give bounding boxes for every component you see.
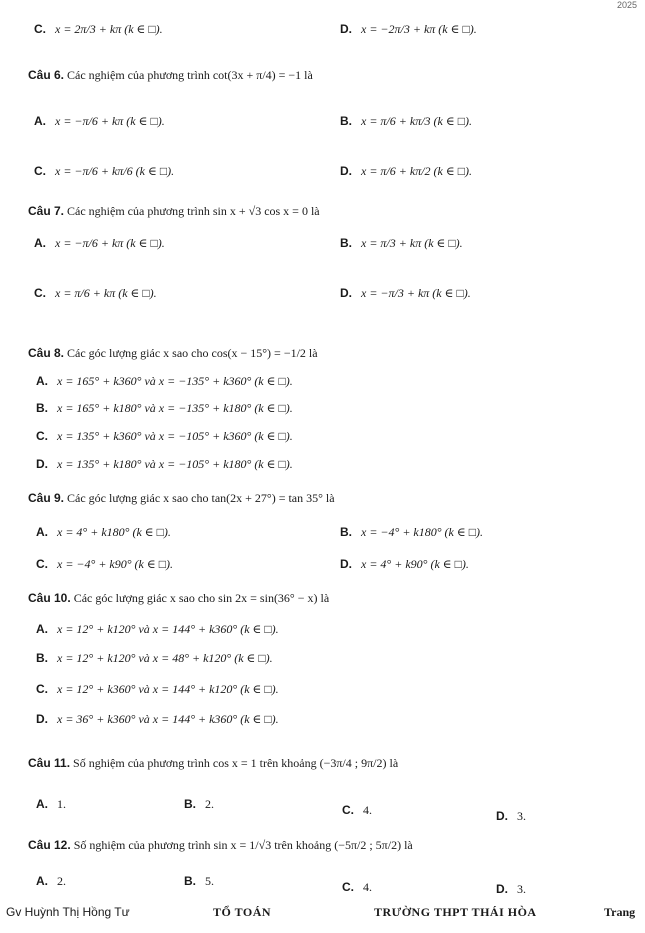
q11-label: Câu 11.	[28, 756, 71, 770]
option-label: B.	[184, 797, 196, 811]
q5-option-d[interactable]	[340, 22, 477, 37]
option-label: A.	[36, 622, 48, 636]
q10-option-b[interactable]	[36, 651, 273, 666]
option-label: D.	[340, 286, 352, 300]
option-label: B.	[36, 401, 48, 415]
option-label: D.	[496, 882, 508, 896]
footer-page: Trang	[604, 905, 636, 919]
q6-option-b-text: x = π/6 + kπ/3 (k ∈ □).	[361, 114, 472, 128]
q9-text: Các góc lượng giác x sao cho tan(2x + 27°) = tan 35° là	[67, 491, 335, 505]
option-label: A.	[34, 114, 46, 128]
footer-group: TỔ TOÁN	[213, 905, 272, 919]
option-label: D.	[496, 809, 508, 823]
q8-option-d-text: x = 135° + k180° và x = −105° + k180° (k ∈ □).	[57, 457, 293, 471]
q7-text: Các nghiệm của phương trình sin x + √3 cos x = 0 là	[67, 204, 320, 218]
q6-label: Câu 6.	[28, 68, 65, 82]
option-label: B.	[340, 114, 352, 128]
q9-label: Câu 9.	[28, 491, 65, 505]
option-label: A.	[36, 525, 48, 539]
q8-label: Câu 8.	[28, 346, 65, 360]
option-label: A.	[36, 797, 48, 811]
q11-option-d-text: 3.	[517, 809, 526, 823]
option-label: D.	[340, 22, 352, 36]
q10-stem	[28, 591, 329, 606]
q7-option-d[interactable]	[340, 286, 471, 301]
q12-stem	[28, 838, 413, 853]
q12-text: Số nghiệm của phương trình sin x = 1/√3 trên khoảng (−5π/2 ; 5π/2) là	[73, 838, 413, 852]
q11-option-c[interactable]	[342, 803, 372, 818]
q8-text: Các góc lượng giác x sao cho cos(x − 15°) = −1/2 là	[67, 346, 318, 360]
q6-option-a[interactable]	[34, 114, 165, 129]
q5-option-c-text: x = 2π/3 + kπ (k ∈ □).	[55, 22, 163, 36]
option-label: C.	[342, 803, 354, 817]
q7-option-c-text: x = π/6 + kπ (k ∈ □).	[55, 286, 157, 300]
q11-option-c-text: 4.	[363, 803, 372, 817]
q6-option-d-text: x = π/6 + kπ/2 (k ∈ □).	[361, 164, 472, 178]
q8-option-c[interactable]	[36, 429, 293, 444]
q9-option-b-text: x = −4° + k180° (k ∈ □).	[361, 525, 483, 539]
option-label: A.	[36, 874, 48, 888]
q10-label: Câu 10.	[28, 591, 71, 605]
q10-option-d-text: x = 36° + k360° và x = 144° + k360° (k ∈ □).	[57, 712, 279, 726]
q7-label: Câu 7.	[28, 204, 65, 218]
q6-option-d[interactable]	[340, 164, 472, 179]
q12-option-d-text: 3.	[517, 882, 526, 896]
q9-option-a-text: x = 4° + k180° (k ∈ □).	[57, 525, 171, 539]
option-label: A.	[36, 374, 48, 388]
q10-option-a-text: x = 12° + k120° và x = 144° + k360° (k ∈ □).	[57, 622, 279, 636]
q11-stem	[28, 756, 398, 771]
option-label: D.	[340, 164, 352, 178]
q6-option-b[interactable]	[340, 114, 472, 129]
q6-text: Các nghiệm của phương trình cot(3x + π/4) = −1 là	[67, 68, 313, 82]
q9-option-d[interactable]	[340, 557, 469, 572]
option-label: B.	[184, 874, 196, 888]
option-label: C.	[34, 286, 46, 300]
q8-stem	[28, 346, 318, 361]
q6-stem	[28, 68, 313, 83]
option-label: A.	[34, 236, 46, 250]
option-label: D.	[36, 712, 48, 726]
q12-option-a-text: 2.	[57, 874, 66, 888]
footer-school: TRƯỜNG THPT THÁI HÒA	[374, 905, 537, 919]
q7-option-a-text: x = −π/6 + kπ (k ∈ □).	[55, 236, 165, 250]
q12-option-a[interactable]	[36, 874, 66, 889]
q11-option-a-text: 1.	[57, 797, 66, 811]
q9-stem	[28, 491, 335, 506]
option-label: B.	[36, 651, 48, 665]
q7-stem	[28, 204, 320, 219]
option-label: C.	[36, 429, 48, 443]
q8-option-d[interactable]	[36, 457, 293, 472]
q5-option-d-text: x = −2π/3 + kπ (k ∈ □).	[361, 22, 477, 36]
q12-option-b[interactable]	[184, 874, 214, 889]
option-label: D.	[340, 557, 352, 571]
q7-option-d-text: x = −π/3 + kπ (k ∈ □).	[361, 286, 471, 300]
q8-option-b-text: x = 165° + k180° và x = −135° + k180° (k ∈ □).	[57, 401, 293, 415]
option-label: C.	[34, 22, 46, 36]
q10-option-c-text: x = 12° + k360° và x = 144° + k120° (k ∈ □).	[57, 682, 279, 696]
q11-text: Số nghiệm của phương trình cos x = 1 trên khoảng (−3π/4 ; 9π/2) là	[73, 756, 399, 770]
q12-option-d[interactable]	[496, 882, 526, 897]
q12-label: Câu 12.	[28, 838, 71, 852]
q7-option-a[interactable]	[34, 236, 165, 251]
q10-option-a[interactable]	[36, 622, 279, 637]
q11-option-d[interactable]	[496, 809, 526, 824]
q10-text: Các góc lượng giác x sao cho sin 2x = sin(36° − x) là	[73, 591, 330, 605]
q10-option-c[interactable]	[36, 682, 279, 697]
q6-option-a-text: x = −π/6 + kπ (k ∈ □).	[55, 114, 165, 128]
q12-option-c-text: 4.	[363, 880, 372, 894]
option-label: C.	[342, 880, 354, 894]
q10-option-b-text: x = 12° + k120° và x = 48° + k120° (k ∈ □).	[57, 651, 273, 665]
q8-option-a[interactable]	[36, 374, 293, 389]
q8-option-a-text: x = 165° + k360° và x = −135° + k360° (k ∈ □).	[57, 374, 293, 388]
q9-option-c[interactable]	[36, 557, 173, 572]
option-label: C.	[36, 557, 48, 571]
q7-option-b[interactable]	[340, 236, 463, 251]
q8-option-b[interactable]	[36, 401, 293, 416]
q12-option-c[interactable]	[342, 880, 372, 895]
corner-year: 2025	[616, 0, 637, 10]
q6-option-c-text: x = −π/6 + kπ/6 (k ∈ □).	[55, 164, 175, 178]
option-label: C.	[34, 164, 46, 178]
q7-option-b-text: x = π/3 + kπ (k ∈ □).	[361, 236, 463, 250]
q7-option-c[interactable]	[34, 286, 157, 301]
q9-option-b[interactable]	[340, 525, 483, 540]
q5-option-c[interactable]	[34, 22, 163, 37]
q9-option-c-text: x = −4° + k90° (k ∈ □).	[57, 557, 173, 571]
option-label: D.	[36, 457, 48, 471]
q11-option-b[interactable]	[184, 797, 214, 812]
q9-option-a[interactable]	[36, 525, 171, 540]
footer-teacher: Gv Huỳnh Thị Hồng Tư	[6, 905, 130, 919]
q6-option-c[interactable]	[34, 164, 174, 179]
q11-option-a[interactable]	[36, 797, 66, 812]
q9-option-d-text: x = 4° + k90° (k ∈ □).	[361, 557, 469, 571]
option-label: B.	[340, 236, 352, 250]
q12-option-b-text: 5.	[205, 874, 214, 888]
option-label: B.	[340, 525, 352, 539]
option-label: C.	[36, 682, 48, 696]
q11-option-b-text: 2.	[205, 797, 214, 811]
q10-option-d[interactable]	[36, 712, 279, 727]
q8-option-c-text: x = 135° + k360° và x = −105° + k360° (k ∈ □).	[57, 429, 293, 443]
